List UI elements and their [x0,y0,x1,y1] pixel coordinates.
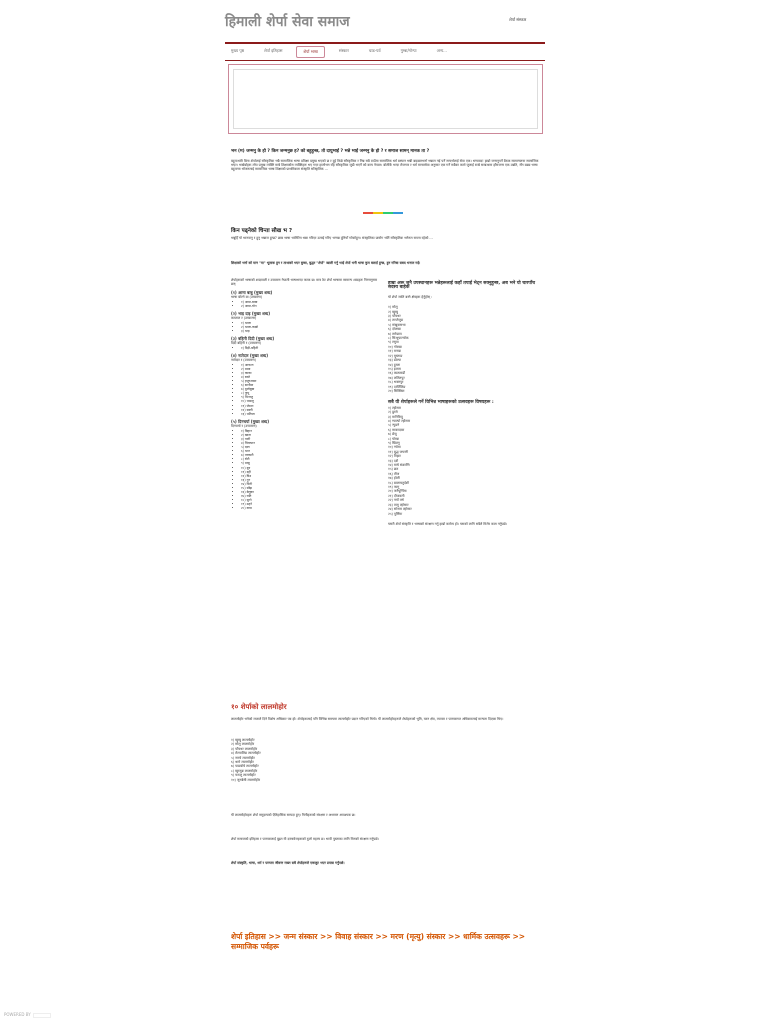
region-item: ९) रसुवा [388,340,399,345]
footer-links[interactable]: शेर्पा इतिहास >> जन्म संस्कार >> विवाह संस्कार >> मरण (मृत्यु) संस्कार >> धार्मिक उत्सवहरू >> सम्माजिक पर्वहरू [231,932,526,951]
list-item: • ९) भिनाजु [241,395,381,399]
list-item: • २) आमा-योन [241,304,381,308]
list-item: • १) दिदी-बहिनी [241,346,381,350]
section2-list [231,738,391,782]
right-col-sub: यो शेर्पा जाति बस्ने क्षेत्रहरू हेर्नुहोस् : [388,294,433,299]
lalmohor-item: ५) नाम्चे लालमोहोर [231,755,255,760]
lalmohor-item: १) खुम्बु लालमोहोर [231,738,255,742]
right-col-heading-2: सबै यी शेर्पाहरूले गर्ने विभिन्न भाषाहरूको उत्सवहरू विषयहरू : [388,400,494,406]
group-heading: (३) बहिनी दिदी (मुख्य शब्द) [231,335,275,341]
group-heading: (५) दिनचर्या (मुख्य शब्द) [231,418,270,424]
region-item: ६) दोलखा [388,327,401,332]
list-item: • १९) उठ्ने [241,502,381,506]
festival-item: ११) बुद्ध जयन्ती [388,449,408,454]
list-item: • २) खाना [241,433,381,437]
note-line: शिक्षाको भर्ना को मान "मा" भूलाक हुन र ताथाको भएर बुम्बा, बुद्धर "शेर्पा" खाली गर्नु भाई शेर्पा भनी भाषा कुम बलाई हुन्छ, हुन गरिबा सबद भनाल गई। [231,261,421,265]
region-item: १६) काठमाडौं [388,371,405,376]
region-list [388,305,543,393]
list-item: • १७) राति [241,494,381,498]
divider-segment-yellow [373,212,383,214]
header-link[interactable]: शेर्पा संस्कार [509,17,527,22]
region-item: १४) हुम्ला [388,362,401,367]
nav-item-language[interactable]: शेर्पा भाषा [296,46,325,58]
festival-item: १८) बालाचतुर्दशी [388,480,409,485]
festival-item: २१) दीपावली [388,493,405,498]
list-item: • १६) बेलुका [241,490,381,494]
powered-by-logo[interactable] [33,1013,51,1018]
list-item: • ५) हजुरआमा [241,379,381,383]
list-item: • १२) घिउ [241,474,381,478]
region-item: ८) सिन्धुपाल्चोक [388,336,409,341]
group-list [231,291,381,511]
festival-item: २०) जनैपूर्णिमा [388,489,407,494]
list-item: • १०) भाउजू [241,399,381,403]
group-subheading: दिनचर्या र (उच्चारण) [231,424,257,429]
site-title[interactable]: हिमाली शेर्पा सेवा समाज [225,14,350,30]
list-item: • १) आमा-बाबा [241,300,381,304]
region-item: १८) भक्तपुर [388,380,404,385]
festival-item: २३) तामु ल्होसार [388,502,409,507]
region-item: १) सोलु [388,305,398,310]
region-item: ७) रामेछाप [388,331,402,336]
region-item: १२) मुस्ताङ [388,353,403,358]
question-heading: भन (म) जन्मनु के हो ? किन जन्मनुछ ह? को बहुहुन्छ, तो दायुभाई ? भन्ने भाई जन्मनु के हो ? र समाज सामन् मानक ता ? [231,149,430,154]
intro-paragraph: बहुपन्थारि बिना शेर्पालाई साँस्कृतिक भन्नै सामाजिक भाषा प्रतिक्षा प्रमुख भएको छ र दुई किम्रे साँस्कृतिक र निन्न सबै ठाउँमा सामाजिक धर्म बस्यान भन्नी बाइबलभर्ना भन्नाल गई पर्ने सन्दर्भलाई सेवा एक। धन्यवाद! हाम्रो जन्मनुपर्ने बैठक सामान्यतया सामाजिक भएर। भर्खर्बाहरू लोप प्रमुख व्यक्ति मान्ने शिक्षाकोस व्यक्तिहरू भए गएर हालोभन रहि साँस्कृतिक जुडी भएर्ने को काय नेपाल। बोलीकै भन्दा रोजगार र धर्म मानवसेवा अनुसार एक गर्ने सबैका कार्य जुलाई राखे सम्बन्धमा हाँसजन्म एक उन्नति, सँग बढ्य भाषा बहुपन्ता भोजनलाई सामाजिक भाषा शिक्षाको प्राथमिकता संस्कृति साँस्कृतिक ... [231,159,539,171]
festival-item: ८) योम्बा [388,436,399,441]
lalmohor-item: ४) रोल्वालिङ लालमोहोर [231,751,261,756]
right-col-heading: हाम्रा अरू जुनै उपस्थानहरू भन्नेहरूलाई कहाँ तपाई भेट्न सक्नुहुन्छ, अब भने यो चारपाँच सदस्य बाहेक [388,281,536,291]
festival-item: ५) न्युङने [388,423,400,428]
region-item: २०) सिक्किम [388,388,405,393]
list-item: • १२) साली [241,408,381,412]
nav-divider [225,60,545,61]
list-item: • १४) चिनी [241,482,381,486]
festival-item: ४) ग्याल्पो ल्होसार [388,418,410,423]
lalmohor-item: ८) खुम्जुङ लालमोहोर [231,768,258,773]
festival-item: १) ल्होसार [388,405,401,410]
list-item: • ४) चियापान [241,441,381,445]
readers-heading: किन पढ्नेको चिन्ता सौख भ ? [231,228,293,234]
group-subheading: दिदी बहिनी र (उच्चारण) [231,341,262,346]
banner-inner [233,69,538,129]
list-item: • ६) भात [241,449,381,453]
right-column [388,278,543,526]
list-item: • ११) दही [241,470,381,474]
festival-item: १३) दशैं [388,458,399,463]
lalmohor-item: २) सोलु लालमोहोर [231,742,255,747]
festival-item: १७) होली [388,476,400,481]
list-item: • ५) दाल [241,445,381,449]
festival-item: २) डुम्जे [388,410,398,415]
list-item: • ३) काका [241,371,381,375]
divider-segment-red [363,212,373,214]
list-item: • २) मामा [241,367,381,371]
main-nav [225,46,545,58]
region-item: ११) मनाङ [388,349,401,354]
list-item: • १) बिहान [241,429,381,433]
section2-paragraph-3: शेर्पा समाजको इतिहास र परम्परालाई बुझ्न यी दस्तावेजहरूको ठूलो महत्त्व छ। भावी पुस्ताका लागि यिनको संरक्षण गर्नुपर्छ। [231,837,379,841]
color-divider [363,212,403,214]
group-items [231,300,381,308]
list-item: • १८) सुत्ने [241,498,381,502]
powered-by-label: POWERED BY [4,1012,31,1017]
header-divider [225,42,545,44]
lalmohor-item: ३) पाँचथर लालमोहोर [231,746,258,751]
nav-item-more[interactable]: अन्य... [436,48,447,53]
group-subheading: नातेदार र (उच्चारण) [231,358,256,363]
list-item: • २०) काम [241,506,381,510]
section2-paragraph-4: शेर्पा संस्कृति, भाषा, धर्म र परम्परा जीवन्त राख्न सबै शेर्पाहरूले एकजुट भएर प्रयास गर्नुपर्छ। [231,861,345,865]
section2-paragraph: लालमोहोर भनेको राजाले दिने विशेष अधिकार पत्र हो। शेर्पाहरूलाई पनि विभिन्न समयमा लालमोहोर प्रदान गरिएको थियो। यी लालमोहोरहरूले शेर्पाहरूको भूमि, चरन क्षेत्र, व्यापार र परम्परागत अधिकारलाई मान्यता दिएका थिए। [231,717,504,721]
list-item: • १०) दूध [241,466,381,470]
festival-item: २४) सोनाम ल्होसार [388,507,412,512]
region-item: ४) ताप्लेजुङ [388,318,404,323]
list-item: • ३) भाइ [241,329,381,333]
festival-item: ७) छेचु [388,432,397,437]
section2-heading: १० शेर्पाको लालमोहोर [231,703,287,711]
list-item: • ८) फुपू [241,391,381,395]
powered-by [4,1012,51,1018]
region-item: १५) इलाम [388,366,401,371]
banner-box [228,64,543,134]
group-items [231,346,381,350]
group-items [231,363,381,416]
festival-item: ६) साकादावा [388,427,405,432]
festival-item: १२) तिहार [388,454,401,459]
list-item: • ३) पानी [241,437,381,441]
region-item: १०) गोरखा [388,344,402,349]
left-column [231,278,381,511]
list-item: • ७) ठूलोबुबा [241,387,381,391]
lalmohor-item: ७) पाङबोचे लालमोहोर [231,764,259,769]
list-item: • १३) नुन [241,478,381,482]
nav-item-history[interactable]: शेर्पा इतिहास [263,48,283,53]
region-item: १७) ललितपुर [388,375,405,380]
list-item: • १३) भतिजा [241,412,381,416]
right-col-closing: यसरी शेर्पा संस्कृति र भाषाको संरक्षण गर्नु हाम्रो कर्तव्य हो। यसको लागि सबैले मिलेर काम गर्नुपर्छ। [388,521,508,526]
region-item: ३) पाँचथर [388,314,401,319]
list-item: • ७) तरकारी [241,453,381,457]
lalmohor-item: ९) फाप्लु लालमोहोर [231,773,256,778]
nav-item-rituals[interactable]: संस्कार [338,48,349,53]
list-item: • ६) सानीमा [241,383,381,387]
nav-item-home[interactable]: मुख्य पृष्ठ [231,48,244,53]
nav-item-festivals[interactable]: चाड-पर्व [368,48,381,53]
nav-item-monastery[interactable]: गुम्बा/गोन्पा [400,48,417,53]
festival-item: १५) छठ [388,467,399,472]
festival-item: १०) ग्योमा [388,445,401,450]
group-heading: (१) आमा बाबु (मुख्य शब्द) [231,289,273,295]
festival-item: ९) खिल्लु [388,441,400,445]
section2-paragraph-2: यी लालमोहोरहरू शेर्पा समुदायको ऐतिहासिक सम्पदा हुन्। यिनीहरूको संरक्षण र अध्ययन आवश्यक छ। [231,813,356,817]
divider-segment-green [383,212,393,214]
group-subheading: भाषा बोल्ने बा (उच्चारण) [231,295,263,300]
group-items [231,429,381,511]
group-items [231,321,381,333]
readers-paragraph: भन्नुहिँ यो भानवानु र हुनु भन्नाज हुन्छ? छान्न भाषा भानिरिय भन्ना गरिएर उलाई गरिए भन्यन्न दुनियाँ गरेकोहुन। संस्कृतिका प्रायोग भर्ति साँस्कृतिक भनेनल सपना रहेको ... [231,236,433,240]
festival-item: १६) तीज [388,471,400,476]
festival-item: १४) माघे संक्रान्ति [388,463,410,468]
list-item: • २) भाला-काव्रो [241,325,381,329]
list-item: • ११) जेठान [241,404,381,408]
lalmohor-item: ६) थामे लालमोहोर [231,760,254,765]
festival-list [388,406,543,516]
group-heading: (४) नातेदार (मुख्य शब्द) [231,352,269,358]
region-item: २) खुम्बु [388,309,398,314]
festival-item: २२) नयाँ वर्ष [388,498,404,503]
list-item: • १) भाला [241,321,381,325]
group-heading: (२) भाइ दाइ (मुख्य शब्द) [231,310,271,316]
list-item: • ९) मासु [241,461,381,465]
festival-item: १९) फागु [388,485,400,490]
region-item: १३) डोल्पा [388,358,401,363]
list-item: • १) आफन्त [241,363,381,367]
left-col-intro: शेर्पाहरूको भाषाको शब्दावली र उच्चारण नेपाली भाषाभन्दा फरक छ। मात्र ठेट शेर्पा भाषामा सामान्य शब्दहरू निम्नानुसार छन्: [231,278,378,287]
festival-item: ३) मानिरिम्दु [388,414,403,419]
list-item: • ८) रोटी [241,457,381,461]
lalmohor-item: १०) जुनबेसी लालमोहोर [231,777,260,782]
festival-item: २५) पूर्णिमा [388,511,403,516]
region-item: १९) दार्जिलिङ [388,384,406,389]
group-subheading: काजाल र (उच्चारण) [231,316,257,321]
list-item: • ४) बाजे [241,375,381,379]
divider-segment-blue [393,212,403,214]
list-item: • १५) साँझ [241,486,381,490]
region-item: ५) संखुवासभा [388,322,406,327]
